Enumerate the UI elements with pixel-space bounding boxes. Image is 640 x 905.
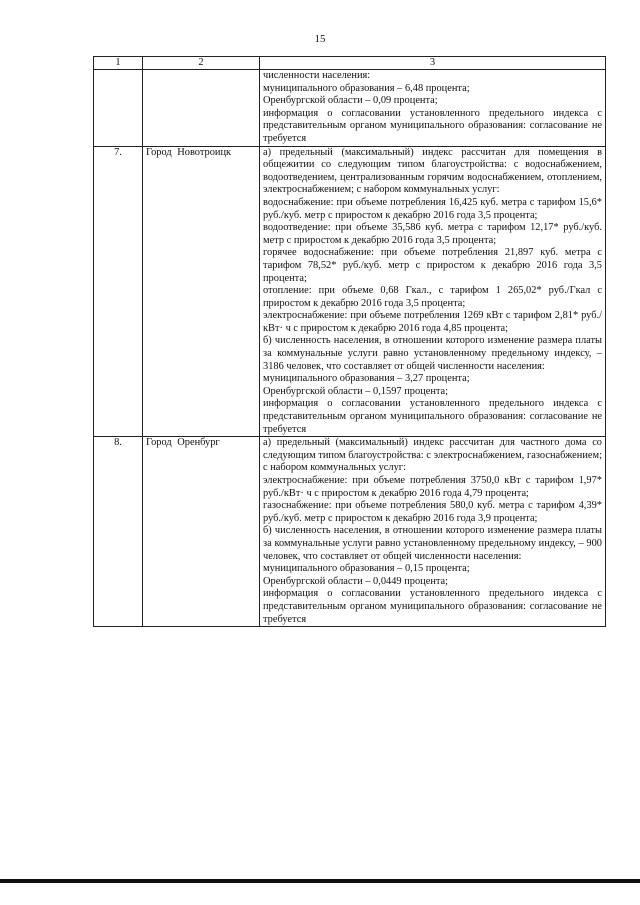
row-description [260,437,606,627]
description-paragraph: электроснабжение: при объеме потребления 1269 кВт с тарифом 2,81* руб./кВт· ч с приростом к декабрю 2016 года 4,85 процента; [263,310,602,334]
table-row-orenburg [94,437,606,627]
description-paragraph: б) численность населения, в отношении которого изменение размера платы за коммунальные услуги равно установленному предельному индексу, – 900 человек, что составляет от общей численности населения: [263,525,602,562]
bottom-rule-divider [0,879,640,883]
row-number: 7. [94,146,143,437]
row-description [260,146,606,437]
description-paragraph: Оренбургской области – 0,1597 процента; [263,385,449,397]
table-row-novotroitsk [94,146,606,437]
description-paragraph: информация о согласовании установленного предельного индекса с представительным органом муниципального образования: согласование не требуется [263,588,602,625]
description-paragraph: а) предельный (максимальный) индекс рассчитан для частного дома со следующим типом благоустройства: с электроснабжением, газоснабжением; с набором коммунальных услуг: [263,437,602,474]
row-description [260,70,606,147]
description-paragraph: б) численность населения, в отношении которого изменение размера платы за коммунальные услуги равно установленному предельному индексу, – 3186 человек, что составляет от общей численности населения: [263,335,602,372]
description-paragraph: водоотведение: при объеме 35,586 куб. метра с тарифом 12,17* руб./куб. метр с приростом к декабрю 2016 года 3,5 процента; [263,222,602,246]
description-paragraph: электроснабжение: при объеме потребления 3750,0 кВт с тарифом 1,97* руб./кВт· ч с приростом к декабрю 2016 года 4,79 процента; [263,475,602,499]
description-paragraph: информация о согласовании установленного предельного индекса с представительным органом муниципального образования: согласование не требуется [263,398,602,435]
description-paragraph: Оренбургской области – 0,09 процента; [263,95,438,107]
description-paragraph: муниципального образования – 3,27 процента; [263,373,470,385]
description-paragraph: муниципального образования – 6,48 процента; [263,82,470,94]
description-paragraph: газоснабжение: при объеме потребления 580,0 куб. метра с тарифом 4,39* руб./куб. метр с приростом к декабрю 2016 года 3,9 процента; [263,500,602,524]
page-number: 15 [314,33,326,45]
municipality-name: Город Новотроицк [143,146,260,437]
description-paragraph: отопление: при объеме 0,68 Гкал., с тарифом 1 265,02* руб./Гкал с приростом к декабрю 2016 года 3,5 процента; [263,285,602,309]
municipality-name [143,70,260,147]
description-paragraph: Оренбургской области – 0,0449 процента; [263,575,449,587]
row-number: 8. [94,437,143,627]
description-paragraph: а) предельный (максимальный) индекс рассчитан для помещения в общежитии со следующим типом благоустройства: с водоснабжением, водоотведением, централизованным горячим водоснабжением, отоплением, электроснабжением; с набором коммунальных услуг: [263,146,602,196]
description-paragraph: муниципального образования – 0,15 процента; [263,563,470,575]
column-header: 3 [260,57,606,70]
row-number [94,70,143,147]
table-row-continuation [94,70,606,147]
description-paragraph: горячее водоснабжение: при объеме потребления 21,897 куб. метра с тарифом 78,52* руб./куб. метр с приростом к декабрю 2016 года 3,5 процента; [263,247,602,284]
description-paragraph: водоснабжение: при объеме потребления 16,425 куб. метра с тарифом 15,6* руб./куб. метр с приростом к декабрю 2016 года 3,5 процента; [263,196,602,221]
tariff-table [93,56,606,627]
column-header: 2 [143,57,260,70]
description-paragraph: численности населения: [263,70,371,81]
municipality-name: Город Оренбург [143,437,260,627]
description-paragraph: информация о согласовании установленного предельного индекса с представительным органом муниципального образования: согласование не требуется [263,107,602,144]
table-header-row [94,57,606,70]
column-header: 1 [94,57,143,70]
